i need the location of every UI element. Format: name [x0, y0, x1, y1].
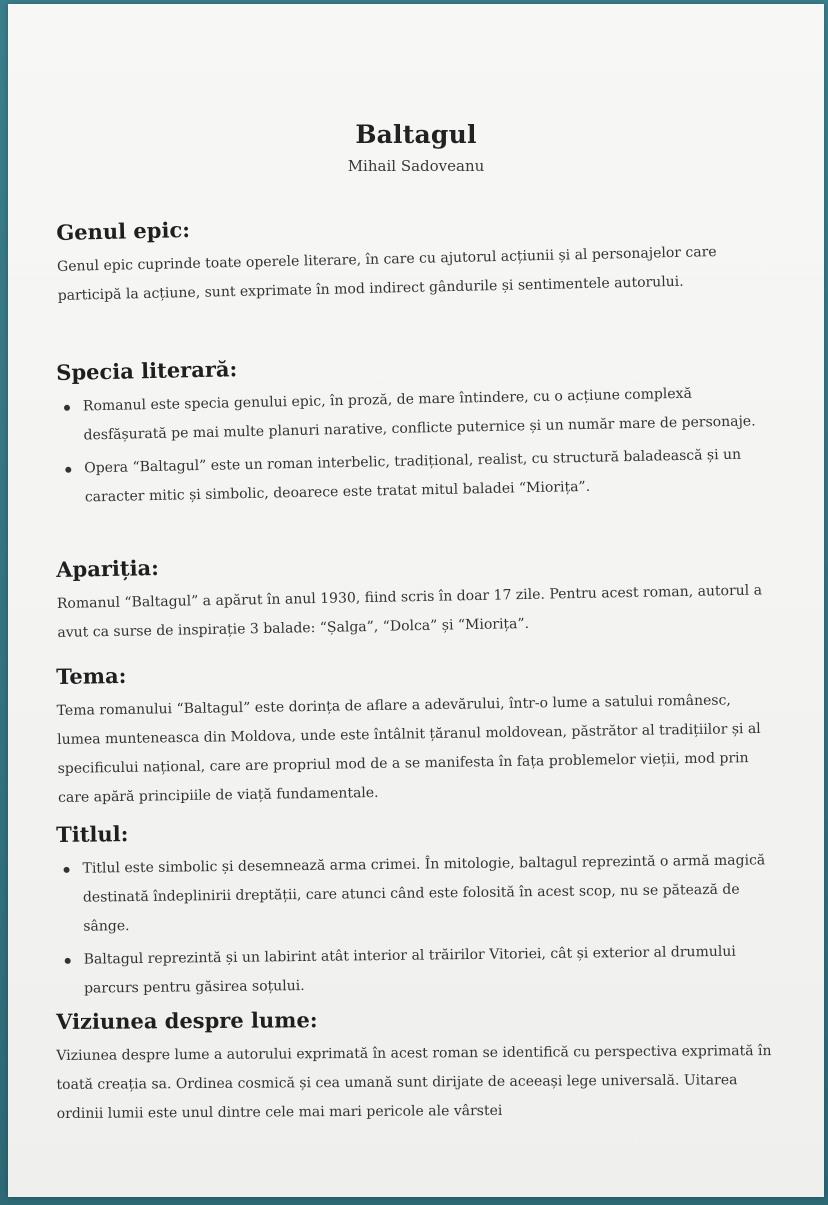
section-paragraph: Viziunea despre lume a autorului exprimată în acest roman se identifică cu perspectiva exprimată în toată creația sa. Ordinea cosmică și cea umană sunt dirijate de aceeași lege universală. Uitarea ordinii lumii este unul dintre cele mai mari pericole ale vârstei	[56, 1043, 772, 1122]
section-heading: Apariția:	[56, 555, 160, 582]
document-author: Mihail Sadoveanu	[347, 157, 485, 175]
section-titlul	[56, 813, 768, 1008]
section-heading: Tema:	[56, 662, 127, 689]
list-item: Opera “Baltagul” este un roman interbelic, tradițional, realist, cu structură baladească și un caracter mitic și simbolic, deoarece este tratat mitul baladei “Miorița”.	[84, 440, 769, 512]
section-viziunea	[56, 1004, 777, 1129]
section-heading: Titlul:	[56, 821, 129, 847]
bullet-list	[56, 846, 768, 1004]
list-item: Romanul este specia genului epic, în proză, de mare întindere, cu o acțiune complexă desfășurată pe mai multe planuri narative, conflicte puternice și un număr mare de personaje.	[83, 378, 768, 450]
section-paragraph: Romanul “Baltagul” a apărut în anul 1930, fiind scris în doar 17 zile. Pentru acest roman, autorul a avut ca surse de inspirație 3 balade: “Șalga”, “Dolca” și “Miorița”.	[56, 582, 763, 641]
section-specia-literara	[56, 345, 769, 517]
section-heading: Specia literară:	[56, 356, 238, 385]
paper-sheet	[8, 4, 824, 1197]
list-item: Titlul este simbolic și desemnează arma crimei. În mitologie, baltagul reprezintă o armă magică destinată îndeplinirii dreptății, care atunci când este folosită în acest scop, nu se pătează de sânge.	[82, 846, 767, 941]
section-aparitia	[56, 543, 768, 648]
section-paragraph: Genul epic cuprinde toate operele literare, în care cu ajutorul acțiunii și al personajelor care participă la acțiune, sunt exprimate în mod indirect gândurile și sentimentele autorului.	[56, 244, 717, 304]
document-header	[8, 120, 824, 175]
list-item: Baltagul reprezintă și un labirint atât interior al trăirilor Vitoriei, cât și exterior al drumului parcurs pentru găsirea soțului.	[84, 937, 769, 1003]
section-genul-epic	[56, 204, 768, 311]
section-heading: Viziunea despre lume:	[56, 1007, 318, 1034]
bullet-list	[57, 378, 769, 513]
section-tema	[56, 653, 768, 813]
section-paragraph: Tema romanului “Baltagul” este dorința de aflare a adevărului, într-o lume a satului românesc, lumea munteneasca din Moldova, unde este întâlnit țăranul moldovean, păstrător al tradițiilor și al specificului național, care are propriul mod de a se manifesta în fața problemelor vieții, mod prin care apără principiile de viață fundamentale.	[56, 692, 761, 806]
section-heading: Genul epic:	[56, 216, 191, 245]
document-title: Baltagul	[355, 120, 477, 149]
